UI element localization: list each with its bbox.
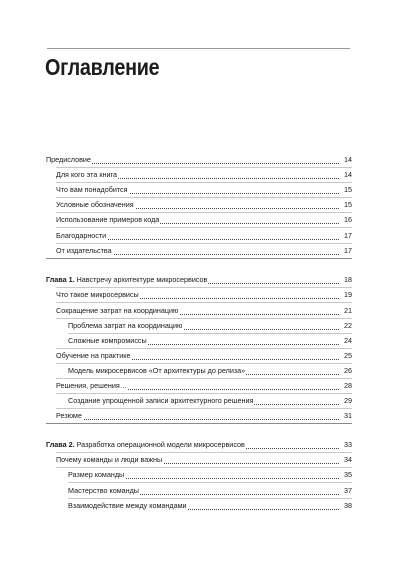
toc-entry-title [56, 246, 113, 256]
page-number: 26 [344, 366, 352, 375]
dot-leader [117, 178, 339, 179]
toc-entry-title [56, 231, 107, 241]
dot-leader [159, 223, 339, 224]
toc-entry[interactable] [46, 200, 352, 210]
entry-text: Разработка операционной модели микросервисов [76, 440, 245, 449]
row-divider [56, 287, 352, 288]
toc-entry-title [56, 351, 131, 361]
toc-entry-title [56, 411, 83, 421]
toc-entry[interactable] [46, 470, 352, 480]
page-number: 31 [344, 411, 352, 420]
toc-entry[interactable] [46, 501, 352, 511]
row-divider [46, 258, 352, 259]
dot-leader [128, 193, 339, 194]
page-number: 14 [344, 155, 352, 164]
page-number: 16 [344, 215, 352, 224]
page-number: 15 [344, 200, 352, 209]
dot-leader [112, 254, 339, 255]
page-number: 25 [344, 351, 352, 360]
dot-leader [82, 419, 339, 420]
entry-text: Использование примеров кода [56, 215, 160, 224]
toc-entry[interactable] [46, 396, 352, 406]
row-divider [46, 423, 352, 424]
entry-text: Размер команды [68, 470, 125, 479]
dot-leader [91, 163, 339, 164]
page-number: 19 [344, 290, 352, 299]
entry-text: Проблема затрат на координацию [68, 321, 183, 330]
entry-text: Создание упрощенной записи архитектурного решения [68, 396, 254, 405]
entry-text: Сокращение затрат на координацию [56, 306, 179, 315]
toc-entry-title [68, 336, 148, 346]
entry-text: Навстречу архитектуре микросервисов [76, 275, 208, 284]
page-number: 14 [344, 170, 352, 179]
dot-leader [134, 208, 339, 209]
row-divider [56, 167, 352, 168]
toc-entry[interactable] [46, 185, 352, 195]
page-number: 22 [344, 321, 352, 330]
page-number: 17 [344, 231, 352, 240]
row-divider [56, 348, 352, 349]
toc-entry[interactable] [46, 215, 352, 225]
page-number: 29 [344, 396, 352, 405]
row-divider [56, 212, 352, 213]
toc-entry-title [68, 501, 188, 511]
row-divider [56, 318, 352, 319]
page-number: 28 [344, 381, 352, 390]
page-number: 37 [344, 486, 352, 495]
toc-entry[interactable] [46, 231, 352, 241]
toc-entry-title [56, 290, 140, 300]
entry-text: Что вам понадобится [56, 185, 128, 194]
header-rule [47, 48, 350, 49]
toc-entry[interactable] [46, 306, 352, 316]
toc-entry-title [56, 185, 129, 195]
entry-text: От издательства [56, 246, 112, 255]
chapter-label: Глава 1. [46, 275, 75, 284]
toc-entry[interactable] [46, 366, 352, 376]
entry-text: Взаимодействие между командами [68, 501, 187, 510]
toc-entry-title [68, 366, 246, 376]
dot-leader [106, 239, 339, 240]
toc-entry-title [46, 275, 208, 285]
page-number: 21 [344, 306, 352, 315]
toc-entry[interactable] [46, 290, 352, 300]
page-title: Оглавление [45, 54, 160, 80]
dot-leader [182, 329, 339, 330]
page-number: 15 [344, 185, 352, 194]
dot-leader [127, 389, 339, 390]
page-number: 24 [344, 336, 352, 345]
row-divider [68, 482, 352, 483]
chapter-label: Глава 2. [46, 440, 75, 449]
row-divider [68, 333, 352, 334]
page-number: 34 [344, 455, 352, 464]
row-divider [56, 182, 352, 183]
toc-entry[interactable] [46, 486, 352, 496]
dot-leader [207, 283, 339, 284]
dot-leader [130, 359, 339, 360]
dot-leader [245, 448, 339, 449]
toc-entry-title [56, 306, 179, 316]
toc-entry-title [56, 455, 163, 465]
entry-text: Для кого эта книга [56, 170, 117, 179]
row-divider [68, 498, 352, 499]
row-divider [56, 363, 352, 364]
page-number: 33 [344, 440, 352, 449]
toc-entry[interactable] [46, 411, 352, 421]
toc-entry-title [56, 170, 118, 180]
toc-entry-title [68, 396, 254, 406]
entry-text: Сложные компромиссы [68, 336, 147, 345]
entry-text: Модель микросервисов «От архитектуры до релиза» [68, 366, 246, 375]
dot-leader [124, 478, 339, 479]
dot-leader [162, 463, 339, 464]
dot-leader [245, 374, 339, 375]
dot-leader [147, 344, 339, 345]
toc-entry-title [46, 155, 92, 165]
dot-leader [178, 314, 339, 315]
toc-entry[interactable] [46, 455, 352, 465]
toc-entry-title [68, 470, 125, 480]
toc-entry[interactable] [46, 155, 352, 165]
entry-text: Что такое микросервисы [56, 290, 139, 299]
page-number: 38 [344, 501, 352, 510]
toc-entry[interactable] [46, 321, 352, 331]
toc-entry[interactable] [46, 351, 352, 361]
toc-entry-title [56, 381, 128, 391]
row-divider [56, 243, 352, 244]
entry-text: Решения, решения… [56, 381, 127, 390]
toc-entry-title [68, 321, 183, 331]
toc-entry-title [56, 200, 135, 210]
row-divider [56, 452, 352, 453]
row-divider [56, 227, 352, 228]
dot-leader [139, 494, 339, 495]
toc-entry[interactable] [46, 336, 352, 346]
entry-text: Условные обозначения [56, 200, 134, 209]
toc-entry[interactable] [46, 170, 352, 180]
dot-leader [253, 404, 339, 405]
entry-text: Почему команды и люди важны [56, 455, 163, 464]
entry-text: Резюме [56, 411, 82, 420]
dot-leader [139, 298, 339, 299]
entry-text: Мастерство команды [68, 486, 139, 495]
row-divider [56, 197, 352, 198]
row-divider [56, 467, 352, 468]
toc-entry-title [68, 486, 140, 496]
row-divider [56, 393, 352, 394]
page-number: 35 [344, 470, 352, 479]
toc-entry-title [46, 440, 246, 450]
toc-entry-title [56, 215, 160, 225]
entry-text: Предисловие [46, 155, 91, 164]
toc-entry[interactable] [46, 381, 352, 391]
page-number: 18 [344, 275, 352, 284]
row-divider [56, 378, 352, 379]
toc-entry[interactable] [46, 275, 352, 285]
toc-entry[interactable] [46, 440, 352, 450]
row-divider [56, 302, 352, 303]
dot-leader [187, 509, 339, 510]
entry-text: Благодарности [56, 231, 107, 240]
toc-entry[interactable] [46, 246, 352, 256]
page-number: 17 [344, 246, 352, 255]
row-divider [56, 408, 352, 409]
entry-text: Обучение на практике [56, 351, 131, 360]
